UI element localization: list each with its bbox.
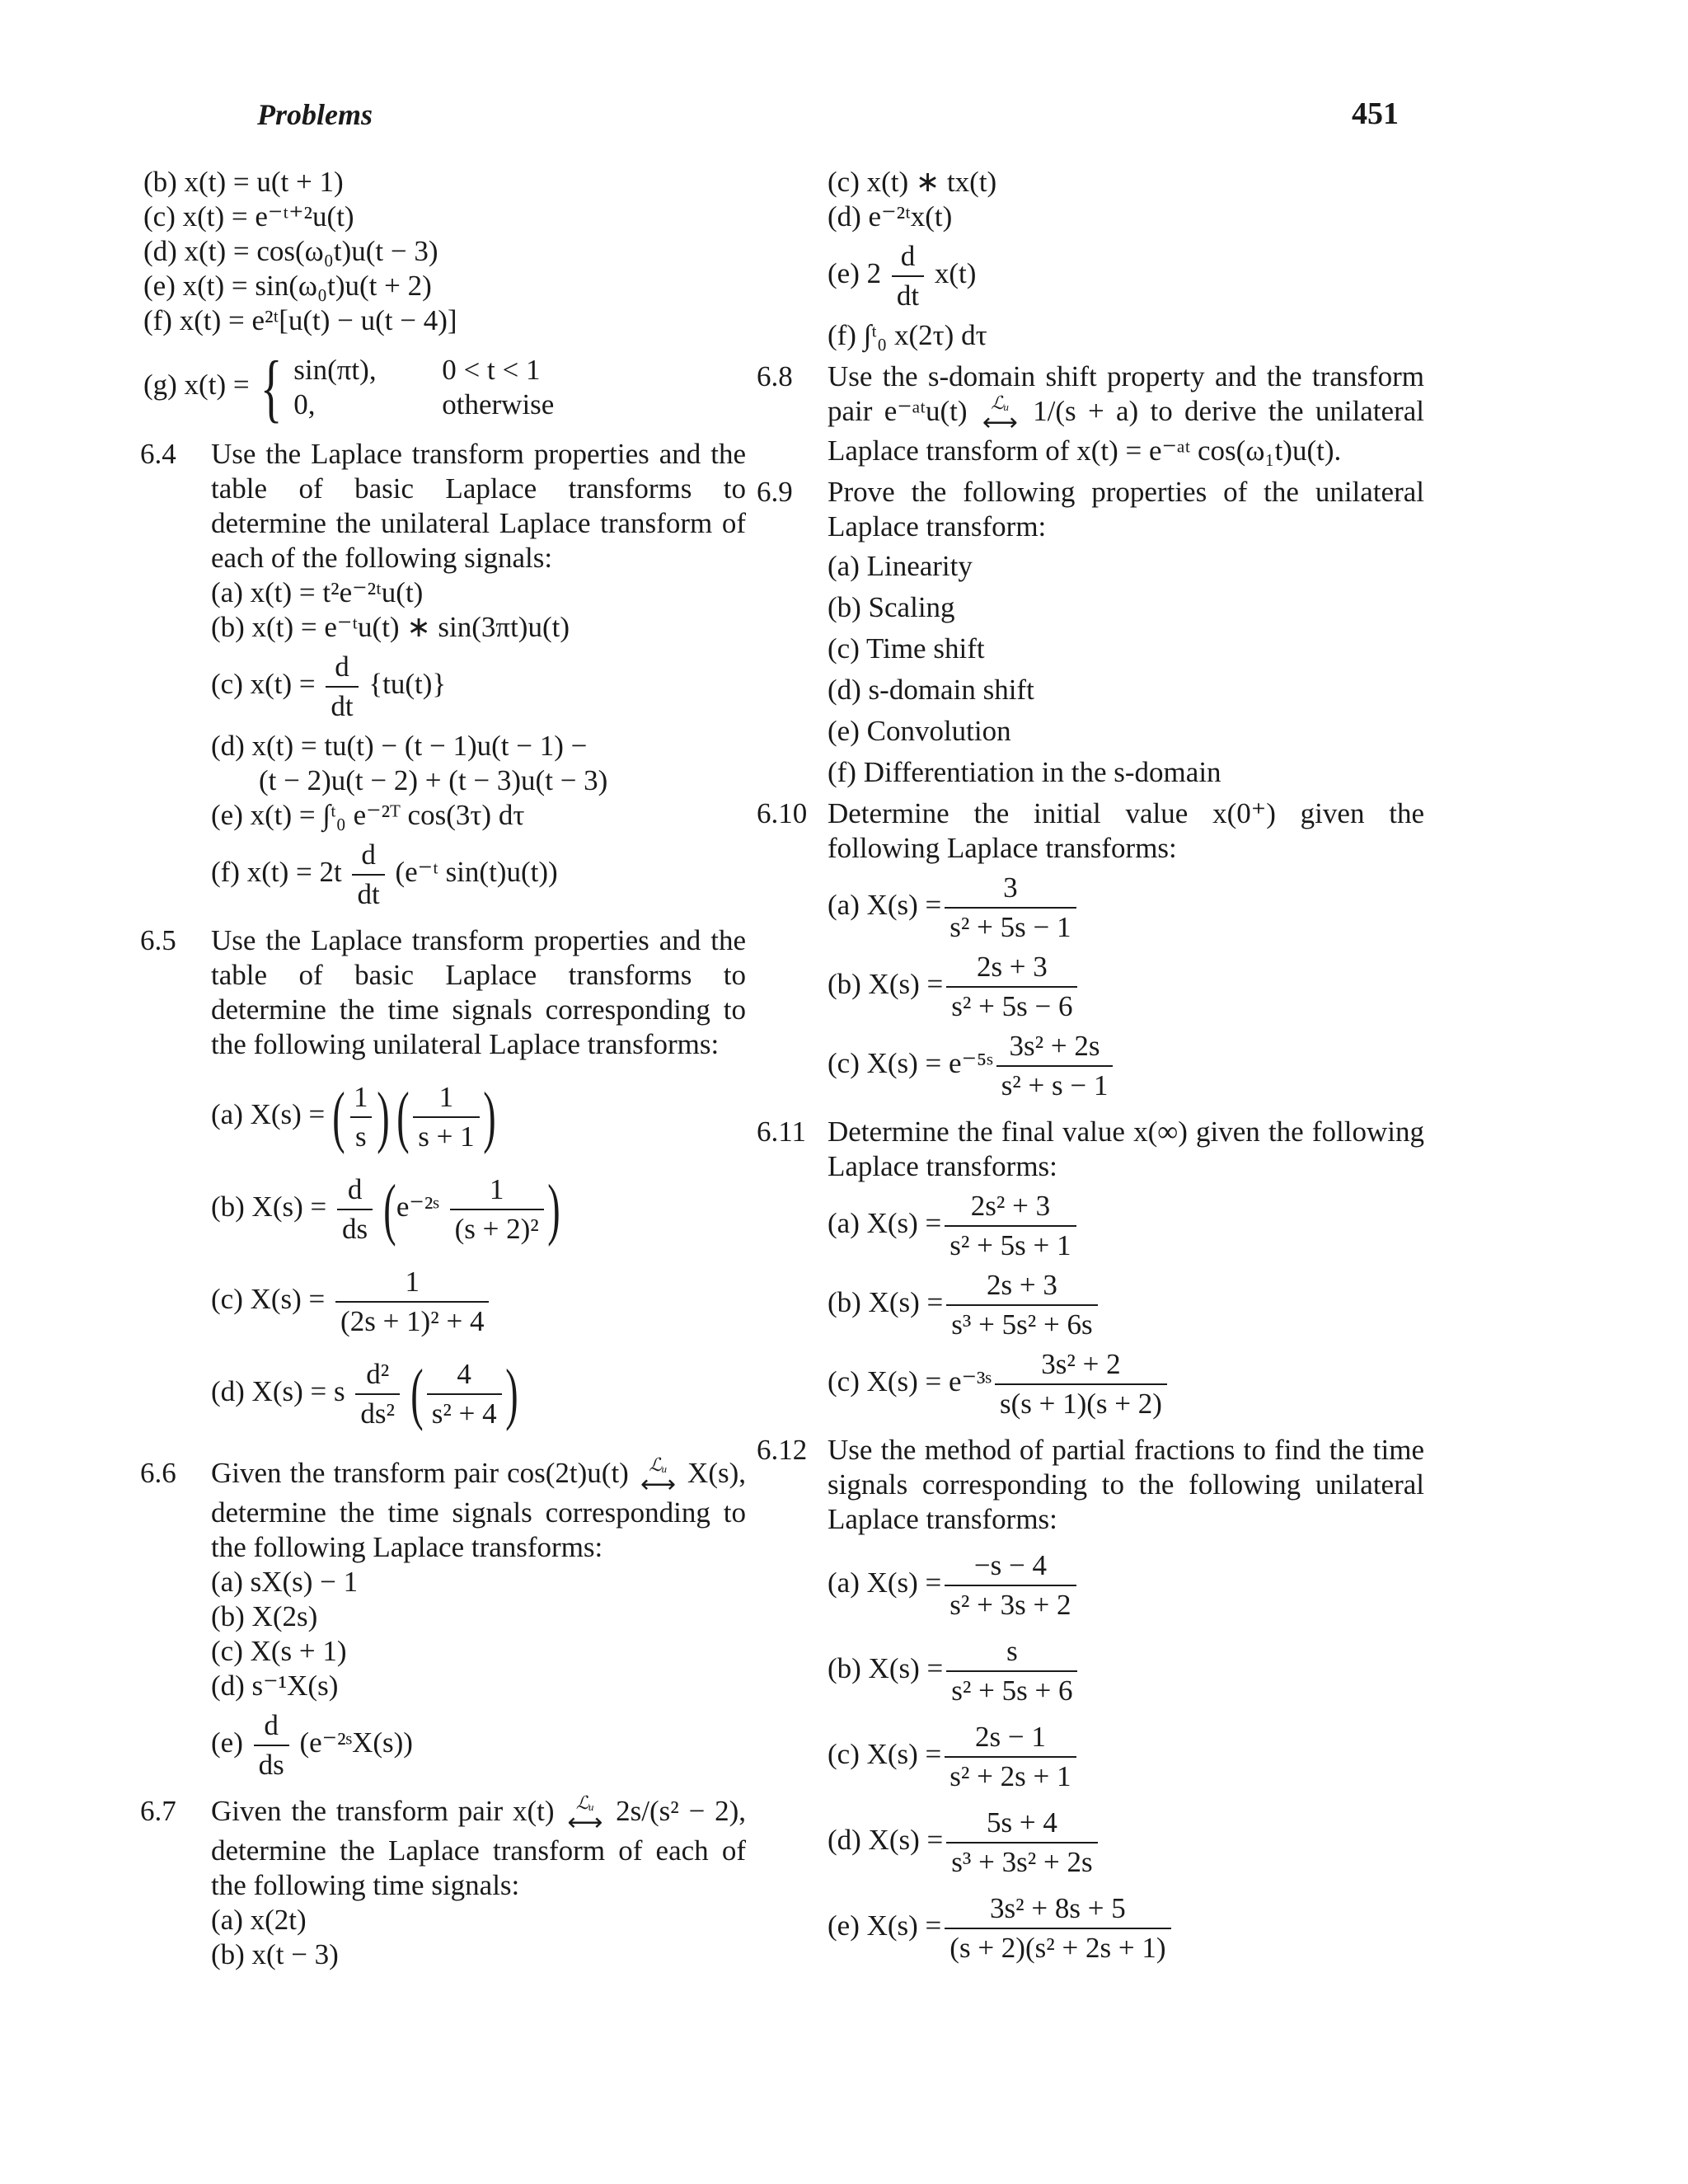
problem-item: (c) X(s) = e⁻⁵ˢ $\frac{\text{3s² + 2s}}{\text{s² + s − 1}}$ — [828, 1029, 1424, 1103]
problem-item: (e) X(s) = $\frac{\text{3s² + 8s + 5}}{\text{(s + 2)(s² + 2s + 1)}}$ — [828, 1891, 1424, 1966]
problem-item: (a) X(s) = ( $\frac{1}{s}$ ) ( $\frac{1}{s + 1}$ ) — [211, 1078, 496, 1155]
problem-number: 6.10 — [757, 797, 808, 829]
problem-6-7-continued — [757, 165, 1424, 353]
running-header: Problems — [257, 98, 373, 131]
case-value: 0, — [293, 388, 316, 420]
problem-item: (c) x(t) = e⁻ᵗ⁺²u(t) — [143, 200, 354, 232]
problem-intro: Determine the initial value x(0⁺) given the following Laplace transforms: — [828, 797, 1424, 864]
problem-number: 6.6 — [140, 1457, 176, 1489]
transform-arrow-icon: ℒᵤ ⟷ — [567, 1792, 603, 1836]
problem-item: (b) X(s) = $\frac{2s + 3}{\text{s³ + 5s² + 6s}}$ — [828, 1268, 1424, 1342]
problem-intro: Use the s-domain shift property and the transform pair e⁻ᵃᵗu(t) ℒᵤ ⟷ 1/(s + a) to derive the unilateral Laplace transform of x(t) = e⁻ᵃᵗ cos(ω₁t)u(t). — [828, 360, 1425, 467]
case-condition: 0 < t < 1 — [442, 354, 541, 386]
problem-item: (d) s-domain shift — [828, 674, 1034, 706]
case-condition: otherwise — [442, 388, 555, 420]
problem-item: (a) sX(s) − 1 — [211, 1566, 359, 1598]
problem-6-8 — [757, 359, 1424, 468]
problem-item: (b) X(s) = $\frac{2s + 3}{\text{s² + 5s − 6}}$ — [828, 950, 1424, 1024]
problem-6-11 — [757, 1115, 1424, 1426]
right-column — [757, 165, 1424, 1977]
problem-item: (d) s⁻¹X(s) — [211, 1670, 339, 1702]
piecewise-cases — [293, 353, 554, 422]
problem-number: 6.9 — [757, 476, 793, 508]
problem-item: (e) x(t) = ∫ᵗ₀ e⁻²ᵀ cos(3τ) dτ — [211, 799, 525, 831]
problem-item: (a) X(s) = $\frac{3}{\text{s² + 5s − 1}}$ — [828, 871, 1424, 945]
problem-number: 6.5 — [140, 924, 176, 956]
problem-item: (e) x(t) = sin(ω₀t)u(t + 2) — [143, 270, 432, 302]
problem-item: (a) X(s) = $\frac{\text{2s² + 3}}{\text{s² + 5s + 1}}$ — [828, 1189, 1424, 1263]
left-brace: { — [260, 345, 283, 430]
problem-item: (d) X(s) = $\frac{5s + 4}{\text{s³ + 3s² + 2s}}$ — [828, 1806, 1424, 1880]
problem-6-7 — [140, 1794, 746, 1972]
problem-item: (b) x(t) = u(t + 1) — [143, 166, 344, 198]
problem-item: (b) X(2s) — [211, 1600, 318, 1632]
problem-intro: Use the Laplace transform properties and the table of basic Laplace transforms to determine the unilateral Laplace transform of each of the following signals: — [211, 438, 746, 574]
problem-item: (d) X(s) = s $\frac{\text{d²}}{\text{ds²}}$ ( $\frac{4}{\text{s² + 4}}$ ) — [211, 1355, 518, 1432]
problem-6-5 — [140, 923, 746, 1449]
problem-number: 6.8 — [757, 360, 793, 392]
problem-item: (b) X(s) = $\frac{d}{ds}$ (e⁻²ˢ $\frac{1}{\text{(s + 2)²}}$ ) — [211, 1171, 560, 1247]
fraction: $\frac{d}{dt}$ — [352, 838, 384, 912]
problem-item: (c) X(s) = $\frac{1}{\text{(2s + 1)² + 4}}$ — [211, 1265, 746, 1339]
problem-intro: Use the Laplace transform properties and the table of basic Laplace transforms to determine the time signals corresponding to the following unilateral Laplace transforms: — [211, 924, 746, 1060]
problem-item: (f) x(t) = e²ᵗ[u(t) − u(t − 4)] — [143, 304, 457, 336]
problem-item: (b) x(t) = e⁻ᵗu(t) ∗ sin(3πt)u(t) — [211, 611, 570, 643]
piecewise-equation — [143, 345, 746, 430]
problem-item: (f) ∫ᵗ₀ x(2τ) dτ — [828, 319, 987, 351]
page-number: 451 — [1352, 96, 1399, 131]
fraction: $\frac{d}{dt}$ — [326, 650, 358, 724]
problem-item: (e) Convolution — [828, 715, 1011, 747]
problem-item: (a) X(s) = $\frac{-s - 4}{\text{s² + 3s + 2}}$ — [828, 1548, 1424, 1623]
problem-item: (d) x(t) = tu(t) − (t − 1)u(t − 1) − — [211, 730, 588, 762]
left-column — [140, 165, 746, 1972]
problem-item: (c) X(s) = $\frac{2s - 1}{\text{s² + 2s + 1}}$ — [828, 1720, 1424, 1794]
problem-6-10 — [757, 796, 1424, 1108]
problem-item: (a) Linearity — [828, 550, 973, 582]
problem-item-continued: (t − 2)u(t − 2) + (t − 3)u(t − 3) — [259, 764, 608, 796]
problem-item: (e) $\frac{d}{ds}$ (e⁻²ˢX(s)) — [211, 1709, 413, 1781]
problem-item: (c) X(s + 1) — [211, 1635, 347, 1667]
problem-6-4 — [140, 437, 746, 917]
case-value: sin(πt), — [293, 354, 377, 386]
problem-item: (a) x(t) = t²e⁻²ᵗu(t) — [211, 576, 424, 608]
problem-item: (c) X(s) = e⁻³ˢ $\frac{\text{3s² + 2}}{s(s + 1)(s + 2)}$ — [828, 1347, 1424, 1421]
problem-item: (f) x(t) = 2t $\frac{d}{dt}$ (e⁻ᵗ sin(t)u(t)) — [211, 838, 558, 910]
problem-6-3-continued — [143, 165, 746, 430]
problem-item: (c) x(t) ∗ tx(t) — [828, 166, 997, 198]
problem-number: 6.12 — [757, 1434, 808, 1466]
problem-item: (c) Time shift — [828, 632, 985, 665]
problem-6-9 — [757, 475, 1424, 790]
problem-item: (f) Differentiation in the s-domain — [828, 756, 1221, 788]
problem-item: (d) e⁻²ᵗx(t) — [828, 200, 953, 232]
problem-6-12 — [757, 1433, 1424, 1977]
problem-item: (b) Scaling — [828, 591, 955, 623]
transform-arrow-icon: ℒᵤ ⟷ — [982, 392, 1018, 436]
problem-intro: Given the transform pair cos(2t)u(t) ℒᵤ ⟷ X(s), determine the time signals corresponding to the following Laplace transforms: — [211, 1454, 747, 1563]
problem-intro: Use the method of partial fractions to find the time signals corresponding to the following unilateral Laplace transforms: — [828, 1434, 1424, 1535]
problem-number: 6.4 — [140, 438, 176, 470]
problem-number: 6.7 — [140, 1795, 176, 1827]
problem-intro: Determine the final value x(∞) given the following Laplace transforms: — [828, 1115, 1424, 1182]
problem-6-6 — [140, 1456, 746, 1787]
problem-intro: Prove the following properties of the unilateral Laplace transform: — [828, 476, 1424, 542]
problem-intro: Given the transform pair x(t) ℒᵤ ⟷ 2s/(s² − 2), determine the Laplace transform of each of the following time signals: — [211, 1792, 747, 1901]
problem-item: (b) x(t − 3) — [211, 1938, 339, 1970]
problem-item: (e) 2 $\frac{d}{dt}$ x(t) — [828, 240, 977, 312]
problem-number: 6.11 — [757, 1115, 806, 1148]
problem-item: (c) x(t) = $\frac{d}{dt}$ {tu(t)} — [211, 651, 447, 722]
problem-item: (a) x(2t) — [211, 1904, 307, 1936]
problem-item: (b) X(s) = $\frac{s}{\text{s² + 5s + 6}}$ — [828, 1634, 1424, 1708]
eq-lhs: (g) x(t) = — [143, 369, 250, 402]
transform-arrow-icon: ℒᵤ ⟷ — [640, 1454, 676, 1498]
problem-item: (d) x(t) = cos(ω₀t)u(t − 3) — [143, 235, 438, 267]
